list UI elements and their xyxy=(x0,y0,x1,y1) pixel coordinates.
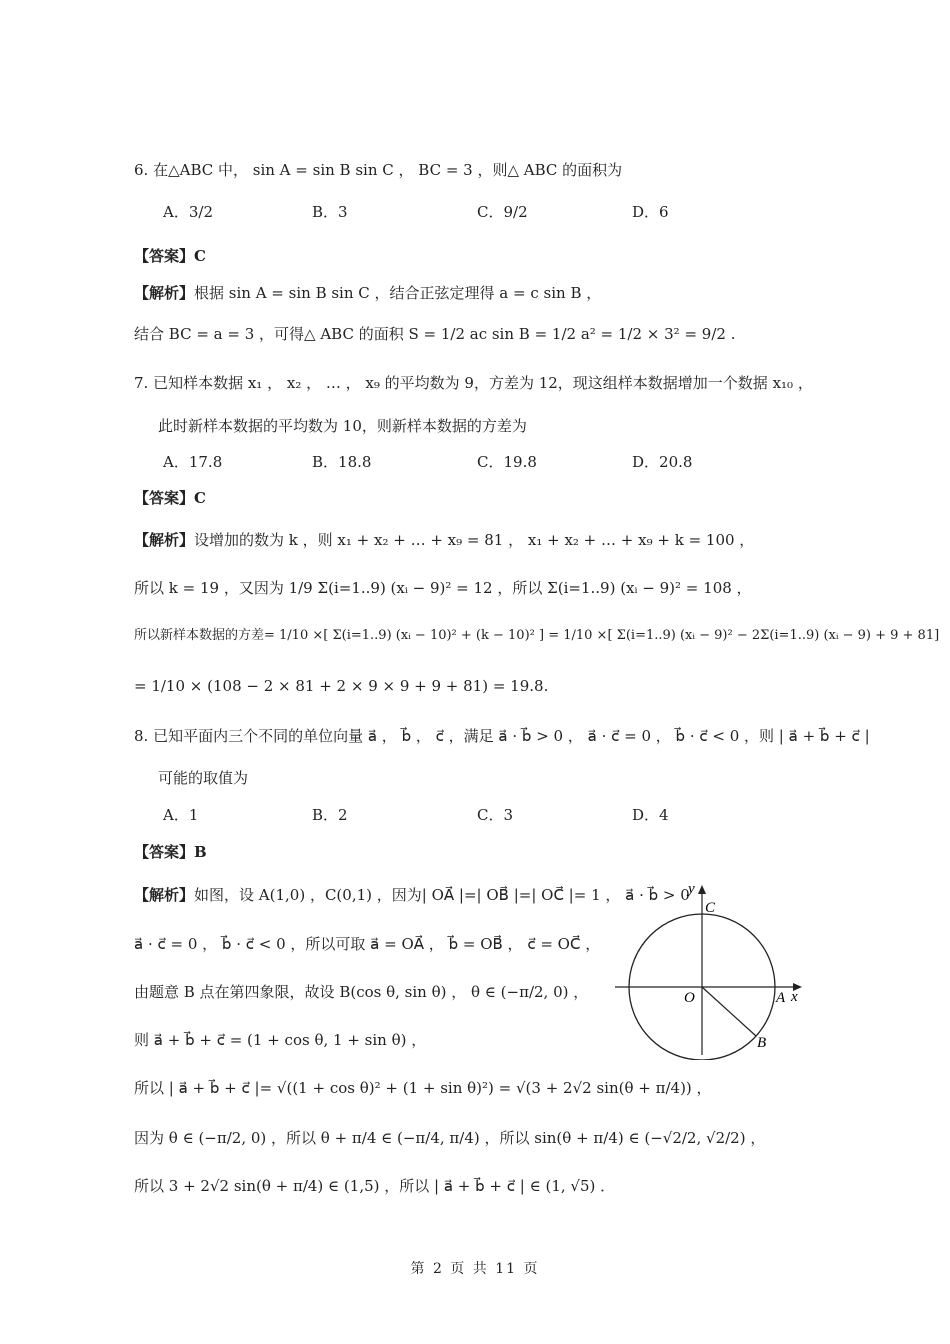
q7-stem-2: 此时新样本数据的平均数为 10，则新样本数据的方差为 xyxy=(158,417,527,435)
q8-analysis-7: 所以 3 + 2√2 sin(θ + π/4) ∈ (1,5) ，所以 | a⃗ + b⃗ + c⃗ | ∈ (1, √5) ． xyxy=(134,1177,616,1195)
q8-stem-1: 8. 已知平面内三个不同的单位向量 a⃗ ， b⃗ ， c⃗ ，满足 a⃗ · b⃗ > 0 ， a⃗ · c⃗ = 0 ， b⃗ · c⃗ < 0 ，则 | a⃗ + b⃗ + c⃗ | xyxy=(134,727,870,745)
q7-analysis-4: = 1/10 × (108 − 2 × 81 + 2 × 9 × 9 + 9 + 81) = 19.8. xyxy=(134,677,549,695)
q8-option-b: B．2 xyxy=(312,806,348,824)
q6-answer: 【答案】C xyxy=(134,247,206,265)
y-axis-arrow xyxy=(698,885,706,894)
q6-option-a: A．3/2 xyxy=(163,203,213,221)
q6-stem: 6. 在△ABC 中， sin A = sin B sin C ， BC = 3 ，则△ ABC 的面积为 xyxy=(134,161,623,179)
q8-option-a: A．1 xyxy=(163,806,199,824)
q7-option-a: A．17.8 xyxy=(163,453,223,471)
q8-option-d: D．4 xyxy=(632,806,669,824)
q8-option-c: C．3 xyxy=(477,806,514,824)
label-o: O xyxy=(684,990,695,1006)
q6-option-b: B．3 xyxy=(312,203,348,221)
q7-analysis-1: 【解析】设增加的数为 k ，则 x₁ + x₂ + … + x₉ = 81 ， x₁ + x₂ + … + x₉ + k = 100 ， xyxy=(134,531,755,549)
q8-analysis-2: a⃗ · c⃗ = 0 ， b⃗ · c⃗ < 0 ，所以可取 a⃗ = OA⃗ ， b⃗ = OB⃗ ， c⃗ = OC⃗ ， xyxy=(134,935,601,953)
q6-analysis-1: 【解析】根据 sin A = sin B sin C ，结合正弦定理得 a = c sin B ， xyxy=(134,284,602,302)
q6-option-c: C．9/2 xyxy=(477,203,528,221)
q8-analysis-5: 所以 | a⃗ + b⃗ + c⃗ |= √((1 + cos θ)² + (1 + sin θ)²) = √(3 + 2√2 sin(θ + π/4)) ， xyxy=(134,1079,712,1097)
q7-option-c: C．19.8 xyxy=(477,453,537,471)
label-b: B xyxy=(757,1035,767,1051)
unit-circle-figure xyxy=(610,875,810,1060)
label-a: A xyxy=(776,990,786,1006)
q7-analysis-3: 所以新样本数据的方差= 1/10 ×[ Σ(i=1..9) (xᵢ − 10)² + (k − 10)² ] = 1/10 ×[ Σ(i=1..9) (xᵢ − 9)² − 2Σ(i=1..9) (xᵢ − 9) + 9 + 81] xyxy=(134,628,940,643)
label-c: C xyxy=(705,900,716,916)
page-footer: 第 2 页 共 11 页 xyxy=(410,1261,540,1277)
segment-ob xyxy=(702,987,756,1036)
q8-analysis-1: 【解析】如图，设 A(1,0) ，C(0,1) ，因为| OA⃗ |=| OB⃗ |=| OC⃗ |= 1 ， a⃗ · b⃗ > 0 xyxy=(134,886,690,904)
q7-analysis-2: 所以 k = 19 ，又因为 1/9 Σ(i=1..9) (xᵢ − 9)² = 12 ，所以 Σ(i=1..9) (xᵢ − 9)² = 108 ， xyxy=(134,579,752,597)
q6-option-d: D．6 xyxy=(632,203,669,221)
q8-stem-2: 可能的取值为 xyxy=(158,769,249,787)
q8-answer: 【答案】B xyxy=(134,843,207,861)
q7-option-b: B．18.8 xyxy=(312,453,372,471)
label-x: x xyxy=(791,989,798,1005)
q8-analysis-6: 因为 θ ∈ (−π/2, 0) ，所以 θ + π/4 ∈ (−π/4, π/4) ，所以 sin(θ + π/4) ∈ (−√2/2, √2/2) ， xyxy=(134,1129,766,1147)
q8-analysis-4: 则 a⃗ + b⃗ + c⃗ = (1 + cos θ, 1 + sin θ) ， xyxy=(134,1031,427,1049)
q7-option-d: D．20.8 xyxy=(632,453,693,471)
q7-stem-1: 7. 已知样本数据 x₁ ， x₂ ， … ， x₉ 的平均数为 9，方差为 12，现这组样本数据增加一个数据 x₁₀ ， xyxy=(134,374,813,392)
q6-analysis-2: 结合 BC = a = 3 ，可得△ ABC 的面积 S = 1/2 ac sin B = 1/2 a² = 1/2 × 3² = 9/2 . xyxy=(134,325,736,343)
q7-answer: 【答案】C xyxy=(134,489,206,507)
q8-analysis-3: 由题意 B 点在第四象限，故设 B(cos θ, sin θ) ， θ ∈ (−π/2, 0) ， xyxy=(134,983,589,1001)
label-y: y xyxy=(688,881,695,897)
